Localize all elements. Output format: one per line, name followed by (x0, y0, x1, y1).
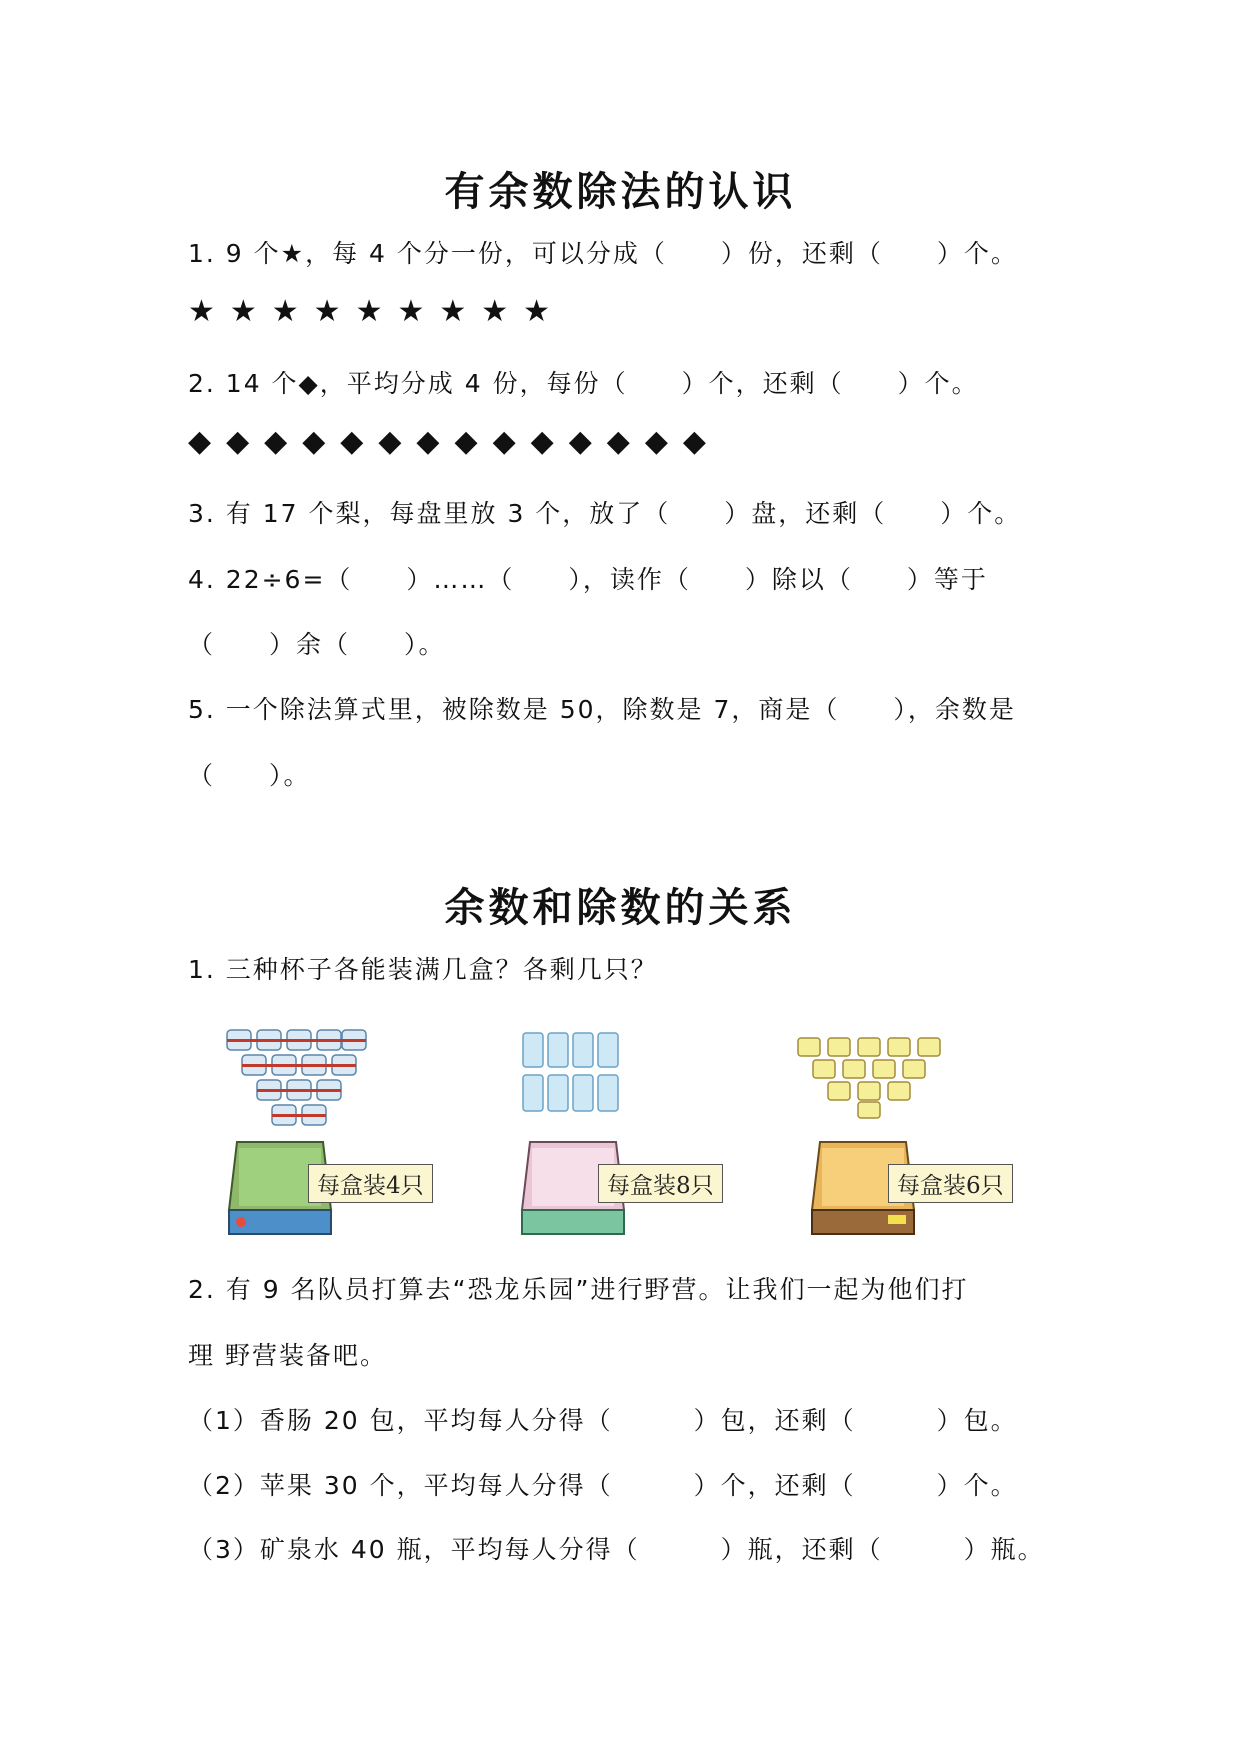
section2-question-2-line2: 理 野营装备吧。 (188, 1341, 387, 1370)
box-2-label: 每盒装8只 (598, 1164, 723, 1203)
sub-question-1: （1）香肠 20 包，平均每人分得（ ）包，还剩（ ）包。 (188, 1406, 1018, 1435)
diamonds-row: ◆◆◆◆◆◆◆◆◆◆◆◆◆◆ (188, 424, 721, 459)
question-4-line1: 4. 22÷6=（ ）……（ ），读作（ ）除以（ ）等于 (188, 565, 988, 594)
box-1-label: 每盒装4只 (308, 1164, 433, 1203)
sub-question-2: （2）苹果 30 个，平均每人分得（ ）个，还剩（ ）个。 (188, 1471, 1018, 1500)
section1-title: 有余数除法的认识 (444, 168, 797, 215)
stars-row: ★★★★★★★★★ (188, 294, 566, 329)
question-5-line1: 5. 一个除法算式里，被除数是 50，除数是 7，商是（ ），余数是 (188, 695, 1016, 724)
teacups-illustration (222, 1025, 372, 1130)
section2-question-1: 1. 三种杯子各能装满几盒？各剩几只？ (188, 955, 658, 984)
section2-title: 余数和除数的关系 (444, 884, 797, 931)
section2-question-2-line1: 2. 有 9 名队员打算去“恐龙乐园”进行野营。让我们一起为他们打 (188, 1275, 969, 1304)
question-4-line2: （ ）余（ ）。 (188, 630, 446, 659)
question-2: 2. 14 个◆，平均分成 4 份，每份（ ）个，还剩（ ）个。 (188, 369, 979, 398)
question-1: 1. 9 个★，每 4 个分一份，可以分成（ ）份，还剩（ ）个。 (188, 239, 1018, 268)
question-3: 3. 有 17 个梨，每盘里放 3 个，放了（ ）盘，还剩（ ）个。 (188, 499, 1022, 528)
box-3-label: 每盒装6只 (888, 1164, 1013, 1203)
glasses-illustration (520, 1030, 625, 1115)
question-5-line2: （ ）。 (188, 761, 311, 790)
box-2-side (522, 1210, 624, 1234)
mugs-illustration (795, 1035, 960, 1120)
sub-question-3: （3）矿泉水 40 瓶，平均每人分得（ ）瓶，还剩（ ）瓶。 (188, 1535, 1045, 1564)
